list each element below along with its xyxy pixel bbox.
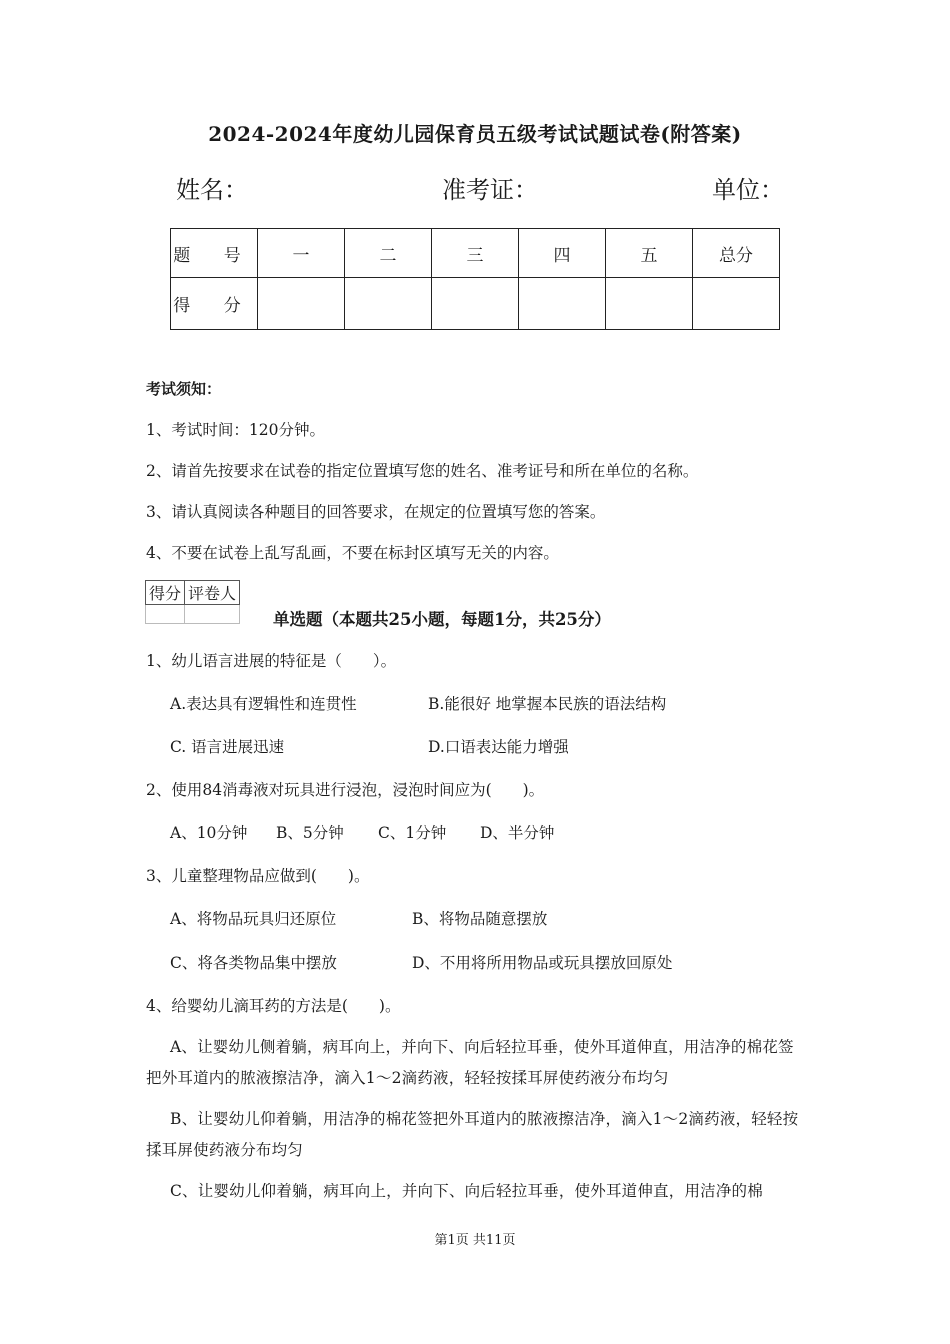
notice-heading: 考试须知： bbox=[146, 380, 222, 398]
column-header: 四 bbox=[519, 229, 606, 278]
question-option: B、让婴幼儿仰着躺，用洁净的棉花签把外耳道内的脓液擦洁净，滴入1～2滴药液，轻轻按揉耳屏使药液分布均匀 bbox=[146, 1110, 799, 1159]
score-table-header-row bbox=[171, 229, 780, 278]
grader-box bbox=[145, 580, 240, 624]
question-option: B、将物品随意摆放 bbox=[412, 910, 548, 928]
section-title: 单选题（本题共25小题，每题1分，共25分） bbox=[273, 610, 611, 629]
name-field-label: 姓名： bbox=[176, 176, 248, 204]
question-option: A.表达具有逻辑性和连贯性 bbox=[170, 695, 357, 713]
grader-name-cell bbox=[185, 605, 240, 624]
question-option: D、半分钟 bbox=[480, 824, 555, 842]
grader-score-label: 得分 bbox=[146, 581, 185, 605]
document-title: 2024-2024年度幼儿园保育员五级考试试题试卷(附答案) bbox=[208, 122, 742, 146]
score-table bbox=[170, 228, 780, 330]
column-header: 一 bbox=[258, 229, 345, 278]
grader-name-label: 评卷人 bbox=[185, 581, 240, 605]
question-stem: 4、给婴幼儿滴耳药的方法是( )。 bbox=[146, 997, 401, 1015]
question-option: C、让婴幼儿仰着躺，病耳向上，并向下、向后轻拉耳垂，使外耳道伸直，用洁净的棉 bbox=[170, 1182, 763, 1200]
question-option: D、不用将所用物品或玩具摆放回原处 bbox=[412, 954, 673, 972]
question-option: C、1分钟 bbox=[378, 824, 447, 842]
question-option: C. 语言进展迅速 bbox=[170, 738, 285, 756]
question-option: B、5分钟 bbox=[276, 824, 344, 842]
column-header-total: 总分 bbox=[693, 229, 780, 278]
score-cell bbox=[693, 278, 780, 330]
score-cell bbox=[606, 278, 693, 330]
score-table-score-row bbox=[171, 278, 780, 330]
question-option: A、让婴幼儿侧着躺，病耳向上，并向下、向后轻拉耳垂，使外耳道伸直，用洁净的棉花签把外耳道内的脓液擦洁净，滴入1～2滴药液，轻轻按揉耳屏使药液分布均匀 bbox=[146, 1038, 794, 1087]
notice-item: 1、考试时间：120分钟。 bbox=[146, 421, 325, 439]
row-label-question-number: 题 号 bbox=[171, 229, 258, 278]
score-cell bbox=[432, 278, 519, 330]
question-option: A、10分钟 bbox=[170, 824, 248, 842]
score-cell bbox=[345, 278, 432, 330]
notice-item: 2、请首先按要求在试卷的指定位置填写您的姓名、准考证号和所在单位的名称。 bbox=[146, 462, 699, 480]
question-option: C、将各类物品集中摆放 bbox=[170, 954, 337, 972]
question-option: D.口语表达能力增强 bbox=[428, 738, 569, 756]
question-stem: 3、儿童整理物品应做到( )。 bbox=[146, 867, 370, 885]
grader-score-cell bbox=[146, 605, 185, 624]
page-footer: 第1页 共11页 bbox=[434, 1233, 516, 1248]
row-label-score: 得 分 bbox=[171, 278, 258, 330]
notice-item: 3、请认真阅读各种题目的回答要求，在规定的位置填写您的答案。 bbox=[146, 503, 606, 521]
question-option: A、将物品玩具归还原位 bbox=[170, 910, 337, 928]
question-stem: 2、使用84消毒液对玩具进行浸泡，浸泡时间应为( )。 bbox=[146, 781, 545, 799]
question-option: B.能很好 地掌握本民族的语法结构 bbox=[428, 695, 667, 713]
notice-item: 4、不要在试卷上乱写乱画，不要在标封区填写无关的内容。 bbox=[146, 544, 559, 562]
column-header: 三 bbox=[432, 229, 519, 278]
score-cell bbox=[258, 278, 345, 330]
column-header: 五 bbox=[606, 229, 693, 278]
exam-id-field-label: 准考证： bbox=[442, 176, 538, 204]
question-stem: 1、幼儿语言进展的特征是（ ）。 bbox=[146, 652, 397, 670]
score-cell bbox=[519, 278, 606, 330]
unit-field-label: 单位： bbox=[712, 176, 784, 204]
column-header: 二 bbox=[345, 229, 432, 278]
